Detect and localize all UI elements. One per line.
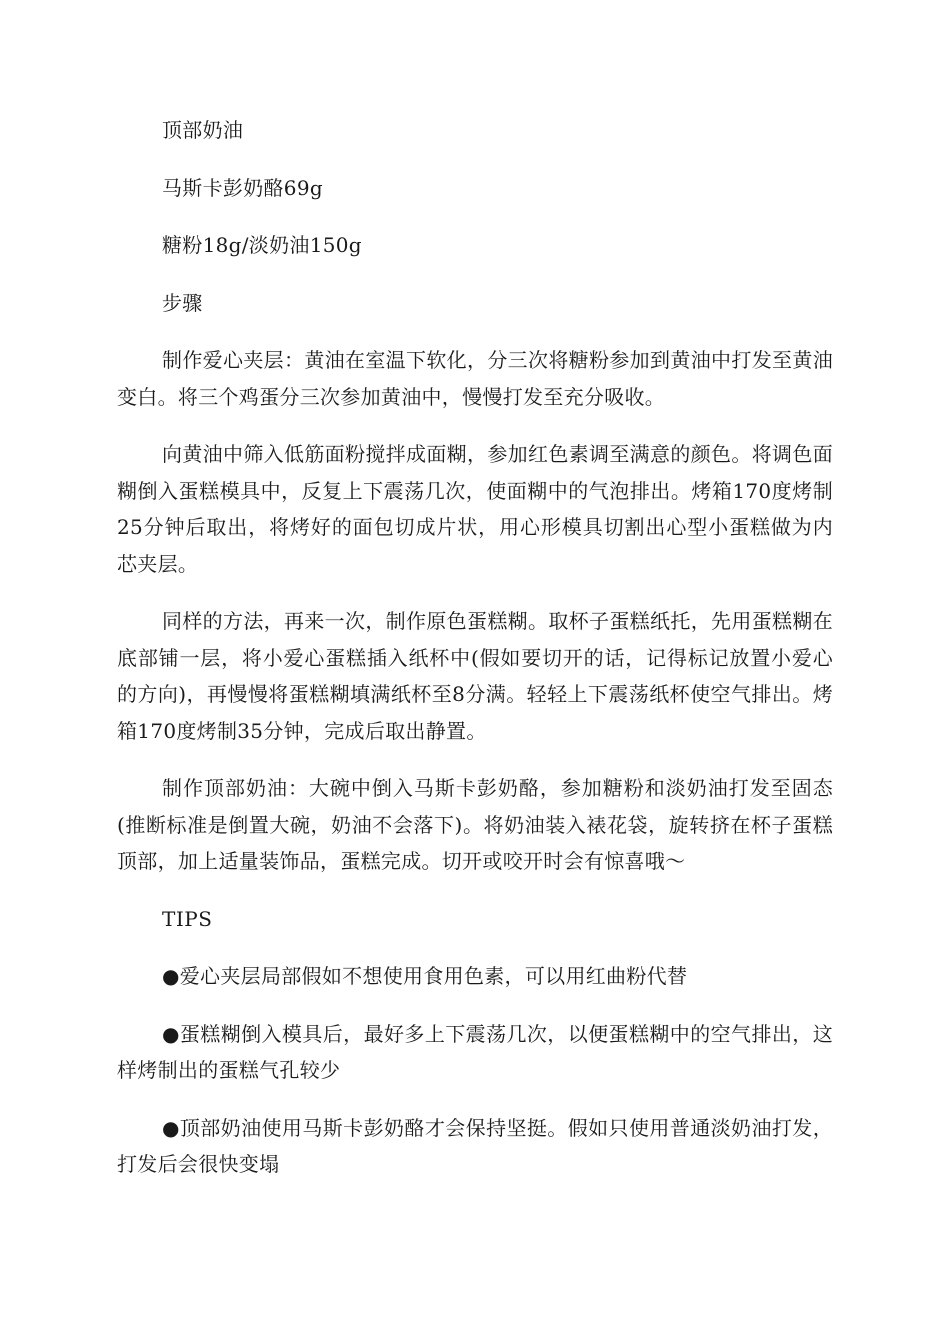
- tip-item: ●顶部奶油使用马斯卡彭奶酪才会保持坚挺。假如只使用普通淡奶油打发，打发后会很快变塌: [117, 1115, 833, 1176]
- ingredient-line: 糖粉18g/淡奶油150g: [162, 233, 362, 257]
- tip-item: ●爱心夹层局部假如不想使用食用色素，可以用红曲粉代替: [162, 964, 688, 988]
- step-paragraph: 向黄油中筛入低筋面粉搅拌成面糊，参加红色素调至满意的颜色。将调色面糊倒入蛋糕模具中，反复上下震荡几次，使面糊中的气泡排出。烤箱170度烤制25分钟后取出，将烤好的面包切成片状，用心形模具切割出心型小蛋糕做为内芯夹层。: [117, 442, 833, 576]
- tip-item: ●蛋糕糊倒入模具后，最好多上下震荡几次，以便蛋糕糊中的空气排出，这样烤制出的蛋糕气孔较少: [117, 1021, 833, 1082]
- step-paragraph: 制作顶部奶油：大碗中倒入马斯卡彭奶酪，参加糖粉和淡奶油打发至固态(推断标准是倒置大碗，奶油不会落下)。将奶油装入裱花袋，旋转挤在杯子蛋糕顶部，加上适量装饰品，蛋糕完成。切开或咬开时会有惊喜哦～: [117, 776, 833, 873]
- section-heading-topping: 顶部奶油: [162, 118, 244, 142]
- step-paragraph: 制作爱心夹层：黄油在室温下软化，分三次将糖粉参加到黄油中打发至黄油变白。将三个鸡蛋分三次参加黄油中，慢慢打发至充分吸收。: [117, 348, 833, 409]
- ingredient-line: 马斯卡彭奶酪69g: [162, 175, 323, 200]
- step-paragraph: 同样的方法，再来一次，制作原色蛋糕糊。取杯子蛋糕纸托，先用蛋糕糊在底部铺一层，将小爱心蛋糕插入纸杯中(假如要切开的话，记得标记放置小爱心的方向)，再慢慢将蛋糕糊填满纸杯至8分满。轻轻上下震荡纸杯使空气排出。烤箱170度烤制35分钟，完成后取出静置。: [117, 609, 833, 743]
- section-heading-steps: 步骤: [162, 290, 203, 315]
- section-heading-tips: TIPS: [162, 906, 213, 931]
- document-page: [117, 112, 833, 1204]
